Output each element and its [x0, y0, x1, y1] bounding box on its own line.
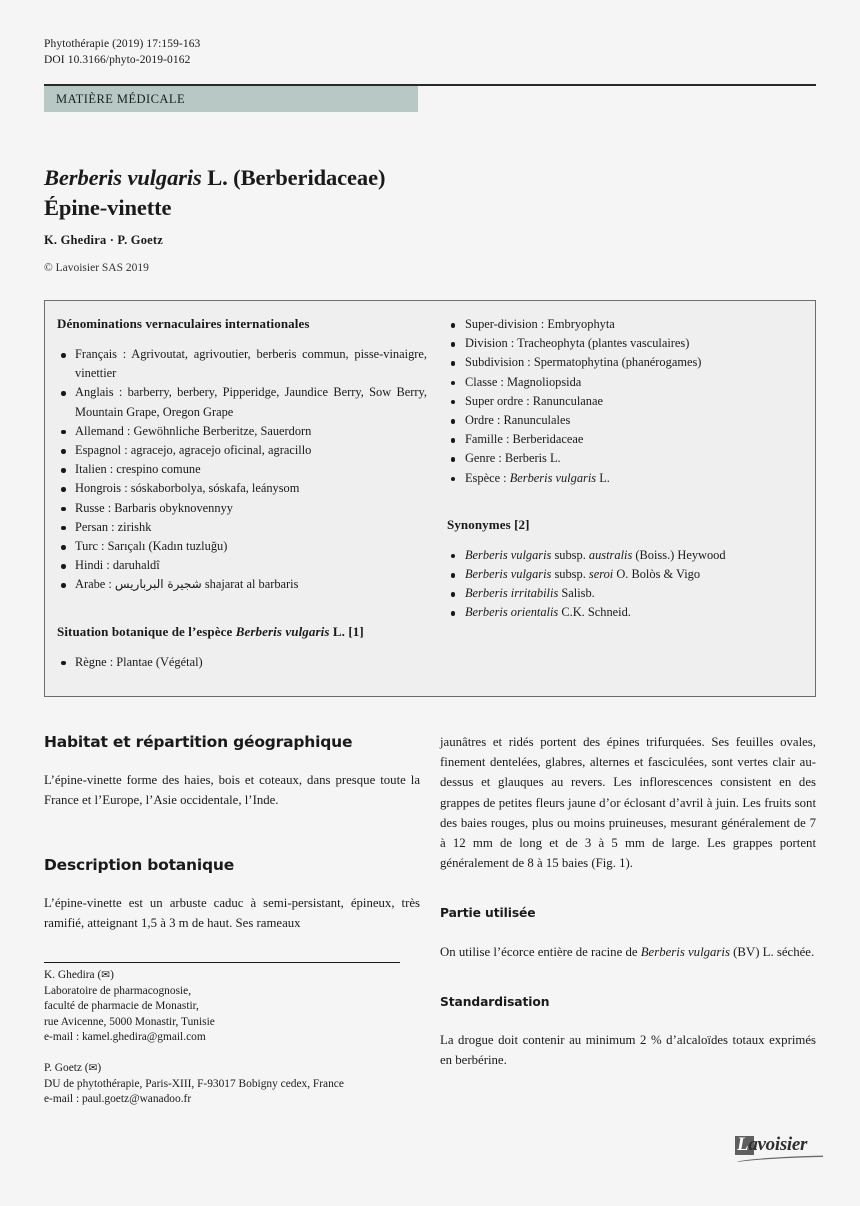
vernacular-heading: Dénominations vernaculaires internationales [57, 316, 310, 331]
title-authority: L. (Berberidaceae) [201, 165, 386, 191]
description-paragraph-part1: L’épine-vinette est un arbuste caduc à semi-persistant, épineux, très ramifié, atteignant 1,5 à 3 m de haut. Ses rameaux [44, 895, 420, 931]
list-item [447, 546, 803, 565]
list-item-arabic [57, 575, 427, 594]
partie-utilisee-paragraph [440, 942, 816, 962]
synonyms-list [447, 546, 803, 623]
synonym-authority: Salisb. [558, 586, 595, 601]
author-2-name-close: ) [97, 1061, 102, 1074]
list-item [447, 584, 803, 603]
standardisation-paragraph: La drogue doit contenir au minimum 2 % d’alcaloïdes totaux exprimés en berbérine. [440, 1033, 816, 1068]
list-item: Allemand : Gewöhnliche Berberitze, Sauerdorn [57, 422, 427, 441]
author-names: K. Ghedira · P. Goetz [44, 233, 164, 247]
partie-text-post: (BV) L. séchée. [729, 944, 815, 959]
list-item: Ordre : Ranunculales [447, 411, 803, 430]
author-1-name: K. Ghedira ( [44, 969, 102, 981]
email-line[interactable]: e-mail : kamel.ghedira@gmail.com [44, 1031, 206, 1044]
list-item: Turc : Sarıçalı (Kadın tuzluğu) [57, 537, 427, 556]
title-vernacular: Épine-vinette [44, 195, 172, 221]
affiliation-line: DU de phytothérapie, Paris-XIII, F-93017 Bobigny cedex, France [44, 1077, 344, 1090]
author-list [44, 233, 163, 248]
taxonomy-list [447, 315, 803, 488]
affiliation-line: rue Avicenne, 5000 Monastir, Tunisie [44, 1015, 215, 1028]
habitat-heading: Habitat et répartition géographique [44, 733, 353, 751]
affiliation-line: Laboratoire de pharmacognosie, [44, 984, 192, 997]
logo-initial: L [737, 1134, 749, 1155]
list-item: Classe : Magnoliopsida [447, 373, 803, 392]
description-paragraph-part2: jaunâtres et ridés portent des épines trifurquées. Ses feuilles ovales, finement dentelées, glabres, alternes et fasciculées, sont vertes clair au-dessus et glauques au revers. Les inflorescences consistent en des grappes de petites fleurs jaune d’or éclosant d’avril à juin. Les fruits sont des baies rouges, plus ou moins pruineuses, mesurant généralement de 7 à 12 mm de long et de 3 à 5 mm de large. Les grappes portent généralement de 8 à 15 baies (Fig. 1). [440, 735, 816, 871]
synonym-authority: O. Bolòs & Vigo [613, 567, 701, 582]
list-item: Hongrois : sóskaborbolya, sóskafa, leánysom [57, 479, 427, 498]
page-title [44, 163, 644, 223]
journal-name-volume: Phytothérapie (2019) 17:159-163 [44, 38, 201, 50]
synonym-epithet: seroi [588, 567, 614, 582]
list-item [447, 565, 803, 584]
logo-rest: avoisier [748, 1134, 808, 1155]
synonym-species: Berberis vulgaris [464, 547, 552, 562]
affiliation-author-2 [44, 1061, 424, 1077]
affiliation-group-1 [44, 968, 424, 1046]
list-item: Anglais : barberry, berbery, Pipperidge, Jaundice Berry, Sow Berry, Mountain Grape, Oregon Grape [57, 383, 427, 421]
logo-swoosh-icon [735, 1155, 825, 1162]
situation-heading [57, 623, 427, 640]
situation-list [57, 653, 427, 672]
partie-utilisee-heading: Partie utilisée [440, 906, 536, 921]
synonyms-heading: Synonymes [2] [446, 516, 530, 532]
situation-heading-pre: Situation botanique de l’espèce [57, 623, 236, 639]
list-item: Italien : crespino comune [57, 460, 427, 479]
species-label: Espèce : [464, 470, 510, 485]
habitat-paragraph: L’épine-vinette forme des haies, bois et coteaux, dans presque toute la France et l’Europe, l’Asie occidentale, l’Inde. [44, 773, 420, 808]
partie-species: Berberis vulgaris [640, 944, 730, 959]
affiliation-group-2 [44, 1061, 424, 1108]
body-left-column [44, 732, 420, 933]
footnote-rule [44, 962, 400, 963]
situation-heading-species: Berberis vulgaris [235, 623, 330, 639]
list-item [447, 603, 803, 622]
journal-doi: DOI 10.3166/phyto-2019-0162 [44, 54, 191, 66]
synonym-epithet: australis [588, 547, 633, 562]
list-item: Famille : Berberidaceae [447, 430, 803, 449]
title-species-name: Berberis vulgaris [44, 165, 202, 191]
synonym-species: Berberis vulgaris [464, 567, 552, 582]
arabic-label: Arabe : [75, 577, 115, 592]
synonym-authority: C.K. Schneid. [558, 605, 631, 620]
journal-citation [44, 36, 200, 68]
synonym-species: Berberis orientalis [464, 605, 559, 620]
envelope-icon: ✉ [101, 969, 111, 981]
description-heading: Description botanique [44, 855, 235, 874]
list-item: Subdivision : Spermatophytina (phanérogames) [447, 353, 803, 372]
vernacular-name-list [57, 345, 427, 595]
section-banner [44, 86, 418, 112]
arabic-transliteration: shajarat al barbaris [201, 577, 299, 592]
list-item: Super-division : Embryophyta [447, 315, 803, 334]
section-banner-label: MATIÈRE MÉDICALE [56, 91, 186, 106]
synonym-authority: (Boiss.) Heywood [632, 547, 726, 562]
affiliation-line: faculté de pharmacie de Monastir, [44, 1000, 199, 1013]
copyright-line: © Lavoisier SAS 2019 [44, 262, 149, 274]
standardisation-heading: Standardisation [440, 994, 550, 1009]
list-item: Français : Agrivoutat, agrivoutier, berberis commun, pisse-vinaigre, vinettier [57, 345, 427, 383]
author-2-name: P. Goetz ( [44, 1061, 89, 1074]
synonym-rank: subsp. [551, 567, 589, 582]
affiliation-footnote [44, 968, 424, 1108]
logo-wordmark [737, 1134, 807, 1156]
species-name: Berberis vulgaris [509, 470, 597, 485]
list-item: Russe : Barbaris obyknovennyy [57, 499, 427, 518]
arabic-text: شجيرة البرباريس [114, 577, 202, 592]
list-item: Hindi : daruhaldî [57, 556, 427, 575]
list-item: Division : Tracheophyta (plantes vasculaires) [447, 334, 803, 353]
synonym-species: Berberis irritabilis [464, 586, 559, 601]
species-authority: L. [596, 470, 610, 485]
affiliation-author-1 [44, 968, 424, 984]
list-item: Persan : zirishk [57, 518, 427, 537]
synonym-rank: subsp. [551, 547, 589, 562]
author-1-name-close: ) [110, 969, 114, 981]
infobox-left-column [45, 301, 439, 696]
list-item: Espagnol : agracejo, agracejo oficinal, agracillo [57, 441, 427, 460]
body-right-column [440, 732, 816, 1070]
partie-text-pre: On utilise l’écorce entière de racine de [440, 944, 641, 959]
taxonomy-infobox [44, 300, 816, 697]
email-line[interactable]: e-mail : paul.goetz@wanadoo.fr [44, 1093, 192, 1106]
infobox-right-column [439, 301, 815, 696]
list-item: Règne : Plantae (Végétal) [57, 653, 427, 672]
list-item: Super ordre : Ranunculanae [447, 392, 803, 411]
list-item: Genre : Berberis L. [447, 449, 803, 468]
list-item-species [447, 469, 803, 488]
envelope-icon: ✉ [88, 1061, 98, 1074]
lavoisier-logo [735, 1134, 827, 1168]
situation-heading-post: L. [1] [329, 623, 364, 639]
